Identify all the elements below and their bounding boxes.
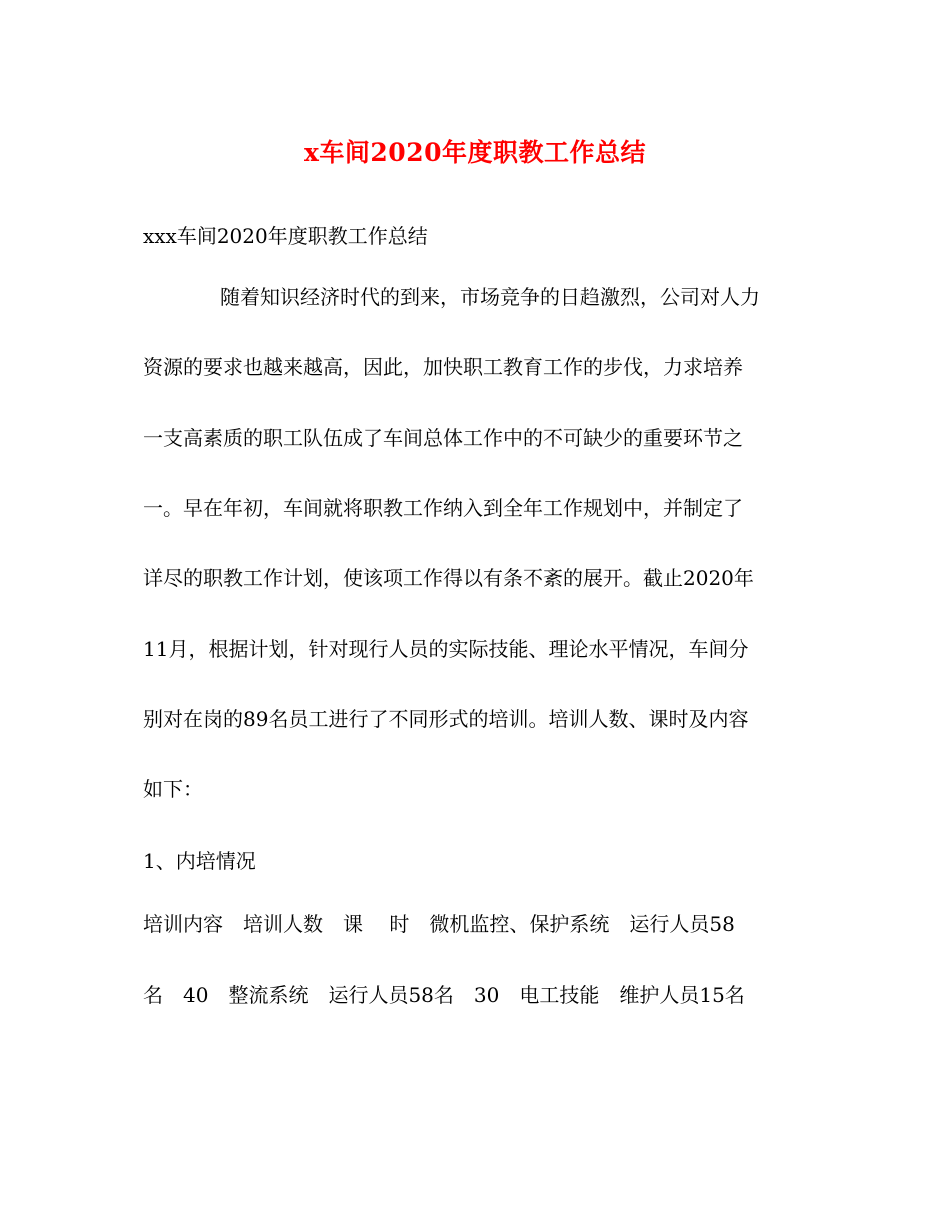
paragraph-line: 如下： [143, 777, 203, 801]
section-heading: 1、内培情况 [143, 849, 256, 873]
paragraph-line: 详尽的职教工作计划，使该项工作得以有条不紊的展开。截止2020年 [143, 566, 754, 590]
paragraph-line: 11月，根据计划，针对现行人员的实际技能、理论水平情况，车间分 [143, 637, 749, 661]
training-table-line: 培训内容 培训人数 课 时 微机监控、保护系统 运行人员58 [143, 912, 735, 936]
training-table-line: 名 40 整流系统 运行人员58名 30 电工技能 维护人员15名 [143, 983, 745, 1007]
paragraph-line: 别对在岗的89名员工进行了不同形式的培训。培训人数、课时及内容 [143, 707, 749, 731]
paragraph-line: 资源的要求也越来越高，因此，加快职工教育工作的步伐，力求培养 [143, 355, 743, 379]
document-subtitle: xxx车间2020年度职教工作总结 [143, 224, 428, 248]
paragraph-line: 随着知识经济时代的到来，市场竞争的日趋激烈，公司对人力 [220, 285, 760, 309]
paragraph-line: 一。早在年初，车间就将职教工作纳入到全年工作规划中，并制定了 [143, 496, 743, 520]
document-title: x车间2020年度职教工作总结 [304, 138, 646, 167]
paragraph-line: 一支高素质的职工队伍成了车间总体工作中的不可缺少的重要环节之 [143, 426, 743, 450]
